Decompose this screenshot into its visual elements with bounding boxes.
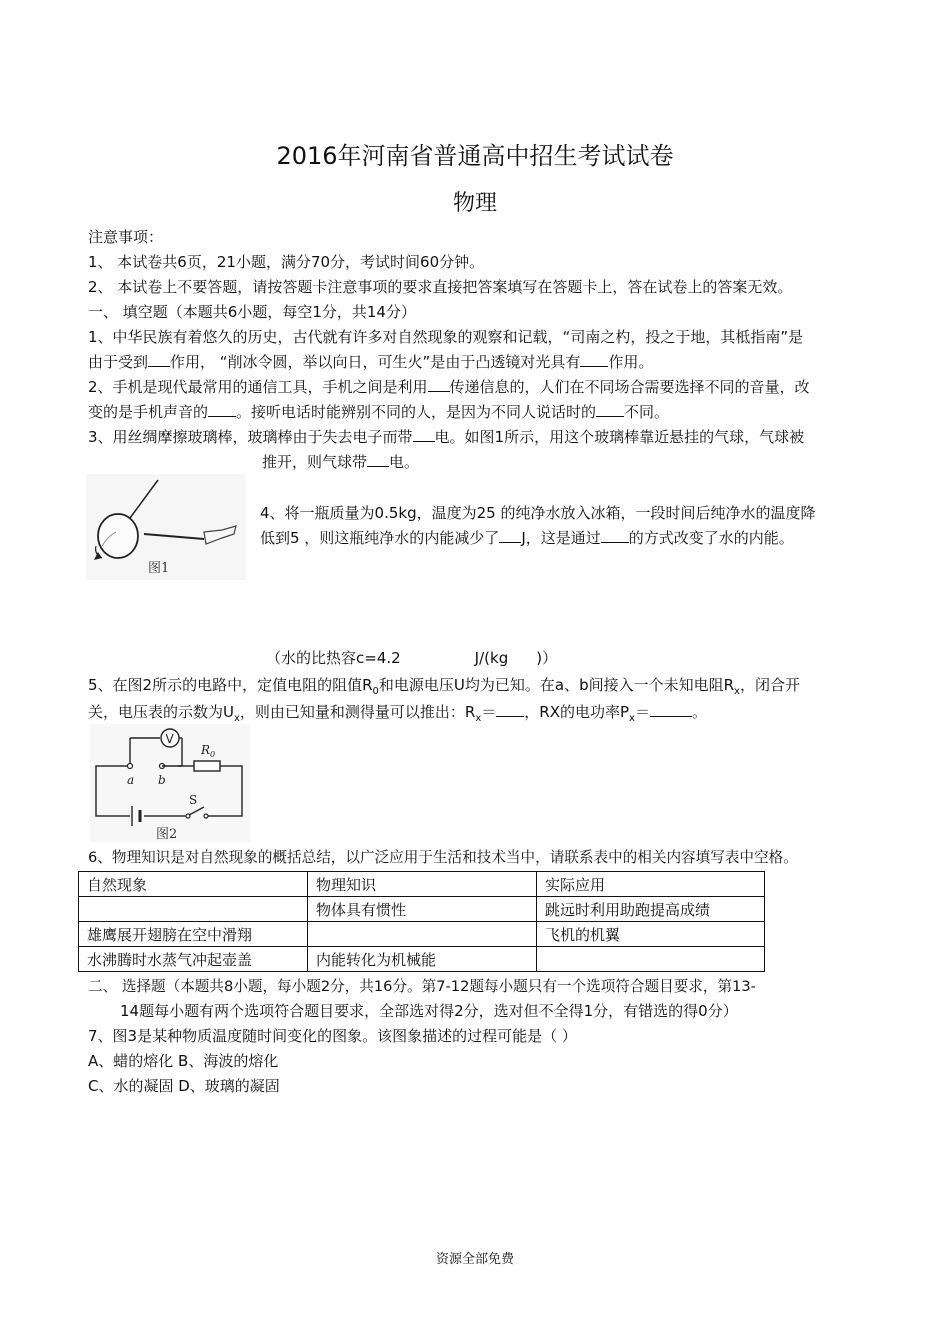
q2-text-e: 不同。	[624, 403, 670, 421]
q4-text-a: 低到5 ，则这瓶纯净水的内能减少了	[260, 529, 500, 547]
table-cell: 水沸腾时水蒸气冲起壶盖	[79, 947, 308, 972]
q3-line1	[88, 425, 804, 448]
q4-note-c: )）	[536, 649, 558, 667]
table-cell	[79, 897, 308, 922]
q1-line1: 1、中华民族有着悠久的历史，古代就有许多对自然现象的观察和记载，“司南之杓，投之于地，其柢指南”是	[88, 328, 804, 346]
q4-text-c: 的方式改变了水的内能。	[628, 529, 794, 547]
fig2-label-a: a	[127, 773, 135, 787]
q5-text-g: ，RX的电功率P	[524, 703, 630, 721]
section1-heading: 一、 填空题（本题共6小题，每空1分，共14分）	[88, 303, 416, 321]
q5-text-c: ，闭合开	[739, 676, 800, 694]
fig2-resistor-r0	[194, 761, 220, 771]
q2-text-a: 2、手机是现代最常用的通信工具，手机之间是利用	[88, 378, 428, 396]
q3-text-a: 3、用丝绸摩擦玻璃棒，玻璃棒由于失去电子而带	[88, 428, 413, 446]
q5-line1	[88, 674, 800, 703]
notice-item-1: 1、 本试卷共6页，21小题，满分70分，考试时间60分钟。	[88, 253, 485, 271]
fig2-terminal-a	[128, 764, 133, 769]
table-cell: 物体具有惯性	[308, 897, 537, 922]
q7-options-cd: C、水的凝固 D、玻璃的凝固	[88, 1077, 280, 1095]
page-footer: 资源全部免费	[435, 1252, 514, 1267]
fig2-r-letter: R	[201, 743, 211, 757]
fig2-r-sub: 0	[210, 750, 216, 759]
q5-text-f: ＝	[481, 703, 497, 721]
q3-text-c: 推开，则气球带	[262, 453, 368, 471]
q2-line1	[88, 375, 810, 398]
q2-blank-1	[428, 375, 450, 392]
q4-note-b: J/(kg	[474, 649, 509, 667]
section2-heading-line2: 14题每小题有两个选项符合题目要求，全部选对得2分，选对但不全得1分，有错选的得0分）	[120, 1002, 738, 1020]
q5-text-b: 和电源电压U均为已知。在a、b间接入一个未知电阻R	[378, 676, 735, 694]
q7-stem: 7、图3是某种物质温度随时间变化的图象。该图象描述的过程可能是（ ）	[88, 1027, 577, 1045]
q4-text-b: J，这是通过	[521, 529, 601, 547]
q6-table	[78, 871, 765, 972]
q3-blank-2	[367, 450, 389, 467]
table-cell: 自然现象	[79, 872, 308, 897]
q1-text-a: 由于受到	[88, 353, 149, 371]
q1-line2	[88, 350, 653, 373]
table-row	[79, 922, 765, 947]
table-cell: 飞机的机翼	[537, 922, 765, 947]
fig1-label: 图1	[148, 561, 170, 576]
exam-subject: 物理	[452, 191, 497, 216]
q4-blank-2	[601, 526, 629, 543]
q7-options-ab: A、蜡的熔化 B、海波的熔化	[88, 1052, 279, 1070]
q3-line2	[262, 450, 419, 473]
q4-note	[266, 647, 557, 669]
q5-sub-r0: 0	[372, 686, 379, 697]
section2-heading-line1: 二、 选择题（本题共8小题，每小题2分，共16分。第7-12题每小题只有一个选项符合题目要求，第13-	[88, 978, 756, 995]
table-cell: 内能转化为机械能	[308, 947, 537, 972]
table-cell: 跳远时利用助跑提高成绩	[537, 897, 765, 922]
fig2-label: 图2	[156, 827, 178, 842]
q6-line: 6、物理知识是对自然现象的概括总结，以广泛应用于生活和技术当中，请联系表中的相关内容填写表中空格。	[88, 849, 798, 866]
table-cell: 实际应用	[537, 872, 765, 897]
table-cell: 物理知识	[308, 872, 537, 897]
q5-text-e: ，则由已知量和测得量可以推出：R	[239, 703, 476, 721]
q5-text-a: 5、在图2所示的电路中，定值电阻的阻值R	[88, 676, 373, 694]
q2-text-d: 。接听电话时能辨别不同的人，是因为不同人说话时的	[236, 403, 597, 421]
table-row	[79, 947, 765, 972]
table-cell: 雄鹰展开翅膀在空中滑翔	[79, 922, 308, 947]
q3-text-b: 电。如图1所示，用这个玻璃棒靠近悬挂的气球，气球被	[434, 428, 805, 446]
q3-blank-1	[413, 425, 435, 442]
q5-sub-rx: x	[734, 686, 740, 697]
q4-note-a: （水的比热容c=4.2	[266, 649, 401, 667]
q5-sub-ux: x	[233, 713, 240, 724]
q4-line1: 4、将一瓶质量为0.5kg，温度为25 的纯净水放入冰箱，一段时间后纯净水的温度降	[260, 504, 816, 522]
q4-line2	[260, 526, 794, 549]
table-row	[79, 897, 765, 922]
notice-heading: 注意事项：	[88, 228, 164, 246]
fig2-voltmeter-label: V	[165, 732, 174, 746]
q5-blank-2	[650, 700, 692, 717]
table-cell	[308, 922, 537, 947]
q1-blank-1	[148, 350, 170, 367]
q5-text-d: 关，电压表的示数为U	[88, 703, 234, 721]
q1-text-c: 作用。	[608, 353, 654, 371]
figure-2-circuit	[90, 724, 250, 842]
notice-item-2: 2、 本试卷上不要答题，请按答题卡注意事项的要求直接把答案填写在答题卡上，答在试卷上的答案无效。	[88, 278, 793, 296]
table-row	[79, 872, 765, 897]
table-cell	[537, 947, 765, 972]
q2-blank-3	[596, 400, 624, 417]
fig1-balloon	[98, 514, 138, 558]
q2-line2	[88, 400, 669, 423]
fig2-label-s: S	[189, 793, 198, 807]
exam-title: 2016年河南省普通高中招生考试试卷	[276, 142, 674, 170]
q5-text-h: ＝	[634, 703, 650, 721]
q5-sub-rx2: x	[475, 713, 482, 724]
q5-blank-1	[496, 700, 524, 717]
q2-text-b: 传递信息的，人们在不同场合需要选择不同的音量，改	[449, 378, 810, 396]
figure-1-balloon-rod	[86, 474, 246, 580]
q1-blank-2	[580, 350, 608, 367]
fig2-label-b: b	[158, 773, 166, 787]
q5-sub-px: x	[629, 713, 635, 724]
q3-text-d: 电。	[389, 453, 420, 471]
q4-blank-1	[499, 526, 521, 543]
q1-text-b: 作用， “削冰令圆，举以向日，可生火”是由于凸透镜对光具有	[170, 353, 581, 371]
q5-text-i: 。	[691, 703, 707, 721]
q2-text-c: 变的是手机声音的	[88, 403, 209, 421]
q2-blank-2	[208, 400, 236, 417]
